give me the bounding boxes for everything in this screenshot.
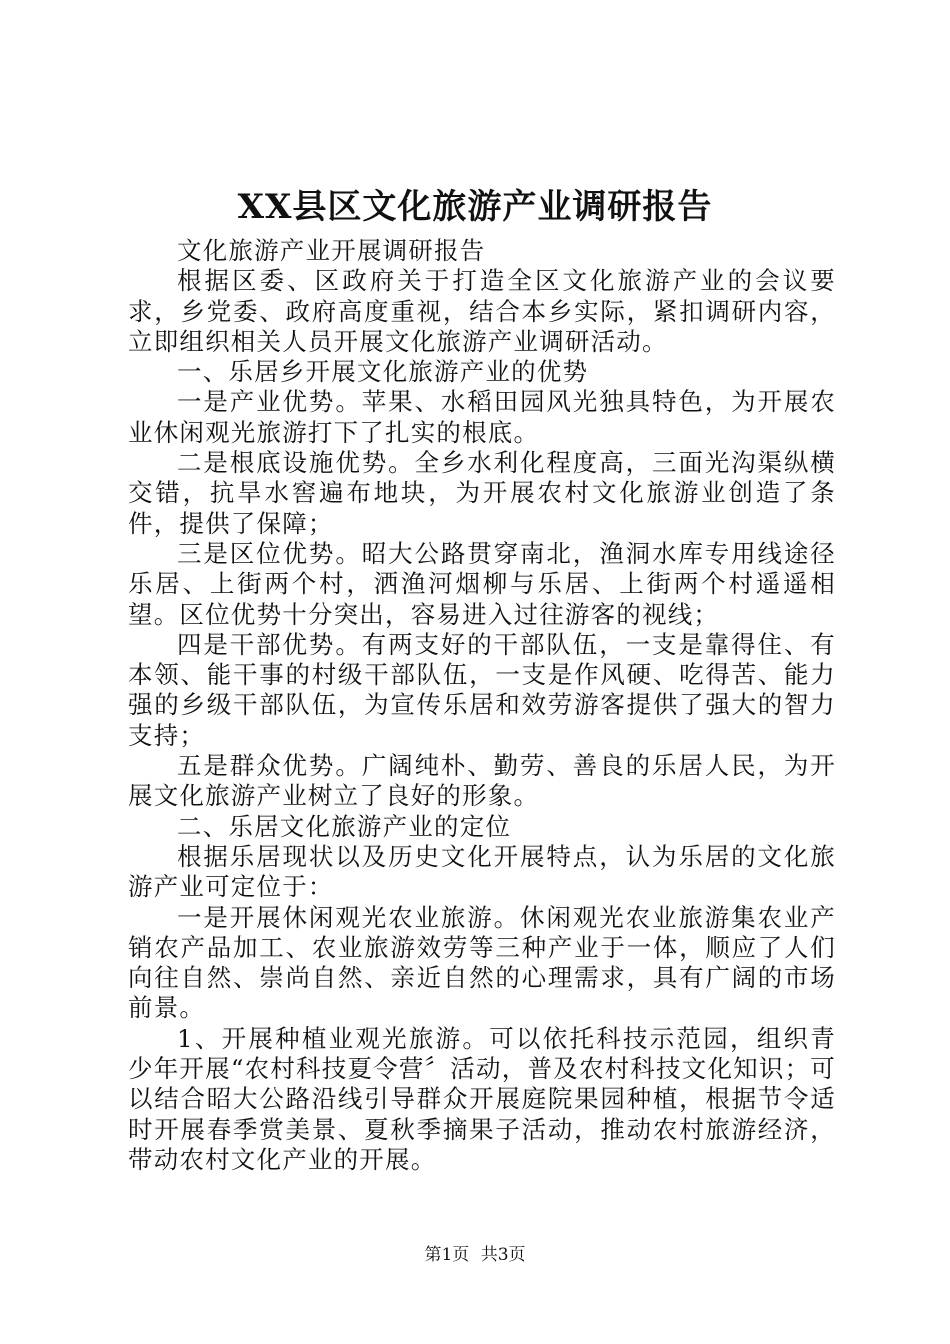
paragraph-infrastructure-advantage: 二是根底设施优势。全乡水利化程度高，三面光沟渠纵横交错，抗旱水窖遍布地块，为开展农村文化旅游业创造了条件，提供了保障； bbox=[128, 448, 836, 538]
paragraph-public-advantage: 五是群众优势。广阔纯朴、勤劳、善良的乐居人民，为开展文化旅游产业树立了良好的形象。 bbox=[128, 751, 836, 811]
document-title: XX县区文化旅游产业调研报告 bbox=[237, 187, 713, 227]
paragraph-subtitle: 文化旅游产业开展调研报告 bbox=[177, 236, 486, 265]
paragraph-planting-tourism: 1、开展种植业观光旅游。可以依托科技示范园，组织青少年开展“农村科技夏令营〞活动，普及农村科技文化知识；可以结合昭大公路沿线引导群众开展庭院果园种植，根据节令适时开展春季赏美景、夏秋季摘果子活动，推动农村旅游经济，带动农村文化产业的开展。 bbox=[128, 1023, 836, 1174]
paragraph-cadre-advantage: 四是干部优势。有两支好的干部队伍，一支是靠得住、有本领、能干事的村级干部队伍，一支是作风硬、吃得苦、能力强的乡级干部队伍，为宣传乐居和效劳游客提供了强大的智力支持； bbox=[128, 629, 836, 750]
document-body bbox=[128, 236, 836, 1175]
paragraph-industry-advantage: 一是产业优势。苹果、水稻田园风光独具特色，为开展农业休闲观光旅游打下了扎实的根底。 bbox=[128, 387, 836, 447]
paragraph-intro: 根据区委、区政府关于打造全区文化旅游产业的会议要求，乡党委、政府高度重视，结合本乡实际，紧扣调研内容，立即组织相关人员开展文化旅游产业调研活动。 bbox=[128, 266, 836, 356]
section-heading-positioning: 二、乐居文化旅游产业的定位 bbox=[177, 811, 512, 841]
page-number-footer: 第1页 共3页 bbox=[424, 1245, 526, 1265]
paragraph-positioning-intro: 根据乐居现状以及历史文化开展特点，认为乐居的文化旅游产业可定位于： bbox=[128, 841, 836, 902]
paragraph-leisure-agriculture: 一是开展休闲观光农业旅游。休闲观光农业旅游集农业产销农产品加工、农业旅游效劳等三种产业于一体，顺应了人们向往自然、崇尚自然、亲近自然的心理需求，具有广阔的市场前景。 bbox=[128, 902, 836, 1023]
section-heading-advantages: 一、乐居乡开展文化旅游产业的优势 bbox=[177, 357, 589, 387]
paragraph-location-advantage: 三是区位优势。昭大公路贯穿南北，渔洞水库专用线途径乐居、上街两个村，洒渔河烟柳与乐居、上街两个村遥遥相望。区位优势十分突出，容易进入过往游客的视线； bbox=[128, 538, 836, 629]
